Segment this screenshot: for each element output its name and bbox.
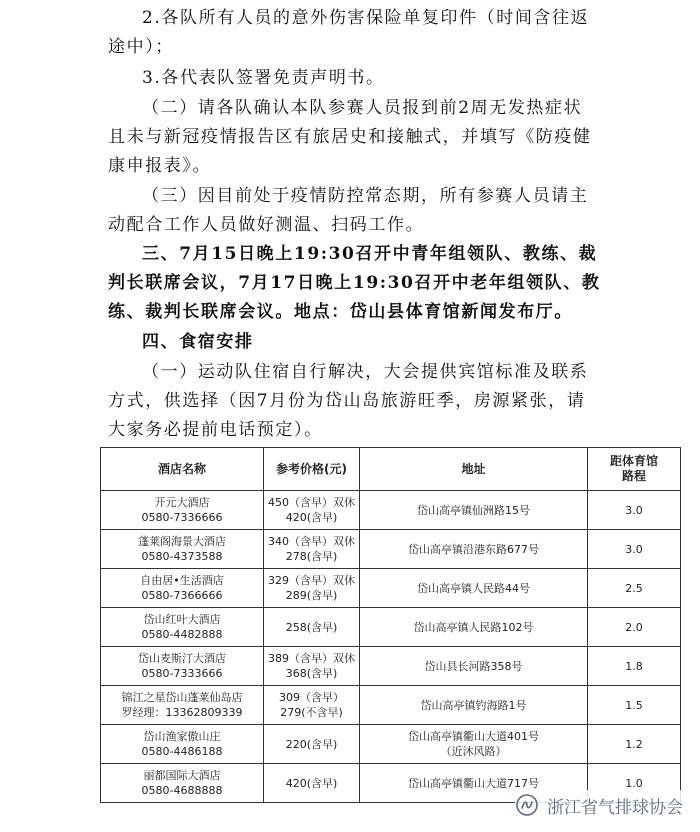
address-cell <box>360 686 588 725</box>
hotel-name-cell <box>101 569 264 608</box>
price-cell-text: 389（含早）双休 <box>268 652 355 665</box>
hotel-name-cell-text: 罗经理：13362809339 <box>121 706 243 719</box>
address-cell-text: 岱山高亭镇钓海路1号 <box>420 698 527 712</box>
address-cell-text: 岱山高亭镇沿港东路677号 <box>408 542 539 556</box>
hotel-table <box>100 447 681 803</box>
address-cell <box>360 491 588 530</box>
text-line: （一）运动队住宿自行解决，大会提供宾馆标准及联系 <box>142 362 589 382</box>
address-cell <box>360 569 588 608</box>
price-cell <box>264 725 360 764</box>
address-cell <box>360 608 588 647</box>
text-line: 三、7月15日晚上19:30召开中青年组领队、教练、裁 <box>142 244 598 264</box>
distance-cell <box>588 608 681 647</box>
hotel-name-cell <box>101 647 264 686</box>
header-address: 地址 <box>360 448 588 491</box>
address-cell-text: 岱山高亭镇仙洲路15号 <box>417 503 530 517</box>
distance-cell <box>588 569 681 608</box>
price-cell <box>264 647 360 686</box>
text-line: 康申报表》。 <box>108 156 212 176</box>
distance-cell-text: 2.5 <box>625 581 643 595</box>
hotel-name-cell-text: 丽都国际大酒店 <box>143 769 221 782</box>
distance-cell <box>588 686 681 725</box>
table-row <box>101 647 681 686</box>
paragraph-meeting <box>108 240 628 327</box>
header-hotel-name: 酒店名称 <box>101 448 264 491</box>
text-line: 四、食宿安排 <box>142 332 254 352</box>
watermark-text: 浙江省气排球协会 <box>547 797 683 818</box>
price-cell-text: 289(含早) <box>285 589 338 602</box>
table-row <box>101 608 681 647</box>
text-line: 动配合工作人员做好测温、扫码工作。 <box>108 215 425 235</box>
address-cell <box>360 530 588 569</box>
text-line: 大家务必提前电话预定）。 <box>108 420 323 440</box>
hotel-name-cell-text: 0580-4486188 <box>141 745 223 758</box>
text-line: 方式，供选择（因7月份为岱山岛旅游旺季，房源紧张，请 <box>108 391 586 411</box>
distance-cell <box>588 530 681 569</box>
distance-cell-text: 2.0 <box>625 620 643 634</box>
hotel-name-cell-text: 蓬莱阁海景大酒店 <box>138 535 226 548</box>
header-price: 参考价格(元) <box>264 448 360 491</box>
paragraph-insurance <box>108 4 628 62</box>
hotel-name-cell-text: 开元大酒店 <box>154 496 210 509</box>
hotel-name-cell <box>101 530 264 569</box>
price-cell-text: 309（含早） <box>279 691 344 704</box>
hotel-name-cell-text: 0580-7366666 <box>141 589 223 602</box>
hotel-name-cell <box>101 764 264 803</box>
price-cell <box>264 608 360 647</box>
price-cell <box>264 569 360 608</box>
distance-cell <box>588 725 681 764</box>
hotel-name-cell-text: 自由居•生活酒店 <box>140 574 224 587</box>
hotel-name-cell-text: 0580-4373588 <box>141 550 223 563</box>
price-cell <box>264 764 360 803</box>
address-cell-text: （近沐风路） <box>440 745 507 758</box>
address-cell-text: 岱山高亭镇衢山大道717号 <box>408 776 539 790</box>
price-cell-text: 278(含早) <box>285 550 338 563</box>
price-cell-text: 220(含早) <box>285 737 338 751</box>
header-distance-line: 距体育馆 <box>609 454 658 468</box>
text-line: 判长联席会议，7月17日晚上19:30召开中老年组领队、教 <box>108 273 601 293</box>
text-line: 3.各代表队签署免责声明书。 <box>142 68 385 88</box>
address-cell-text: 岱山县长河路358号 <box>424 659 523 673</box>
price-cell-text: 420(含早) <box>285 776 338 790</box>
table-row <box>101 569 681 608</box>
table-row <box>101 530 681 569</box>
distance-cell <box>588 491 681 530</box>
distance-cell-text: 1.2 <box>625 737 643 751</box>
address-cell-text: 岱山高亭镇人民路44号 <box>417 581 530 595</box>
header-distance-line: 路程 <box>621 469 646 483</box>
price-cell <box>264 530 360 569</box>
hotel-name-cell-text: 0580-7333666 <box>141 667 223 680</box>
hotel-name-cell-text: 岱山红叶大酒店 <box>143 613 221 626</box>
address-cell-text: 岱山高亭镇人民路102号 <box>413 620 534 634</box>
price-cell <box>264 686 360 725</box>
table-row <box>101 686 681 725</box>
paragraph-lodging <box>108 358 628 445</box>
hotel-name-cell <box>101 686 264 725</box>
account-watermark <box>515 790 689 820</box>
text-line: （二）请各队确认本队参赛人员报到前2周无发热症状 <box>142 98 583 118</box>
distance-cell-text: 3.0 <box>625 503 643 517</box>
text-line: 且未与新冠疫情报告区有旅居史和接触式，并填写《防疫健 <box>108 127 592 147</box>
price-cell-text: 329（含早）双休 <box>268 574 355 587</box>
price-cell <box>264 491 360 530</box>
text-line: （三）因目前处于疫情防控常态期，所有参赛人员请主 <box>142 186 589 206</box>
table-header-row <box>101 448 681 491</box>
paragraph-health-declaration <box>108 94 628 181</box>
wechat-channel-icon <box>515 793 539 817</box>
hotel-name-cell-text: 岱山渔家傲山庄 <box>143 730 221 743</box>
text-line: 途中）； <box>108 37 174 57</box>
hotel-name-cell-text: 锦江之星岱山蓬莱仙岛店 <box>121 691 243 704</box>
header-distance <box>588 448 681 491</box>
hotel-name-cell-text: 岱山麦斯汀大酒店 <box>138 652 226 665</box>
distance-cell <box>588 647 681 686</box>
distance-cell-text: 3.0 <box>625 542 643 556</box>
distance-cell-text: 1.8 <box>625 659 643 673</box>
paragraph-epidemic-control <box>108 182 628 240</box>
price-cell-text: 279(不含早) <box>280 706 343 719</box>
hotel-name-cell <box>101 725 264 764</box>
address-cell <box>360 725 588 764</box>
distance-cell-text: 1.5 <box>625 698 643 712</box>
section-heading-accommodation <box>108 328 628 357</box>
address-cell-text: 岱山高亭镇衢山大道401号 <box>408 730 539 743</box>
hotel-name-cell-text: 0580-4688888 <box>141 784 223 797</box>
text-line: 2.各队所有人员的意外伤害保险单复印件（时间含往返 <box>142 8 590 28</box>
hotel-name-cell-text: 0580-7336666 <box>141 511 223 524</box>
address-cell <box>360 647 588 686</box>
text-line: 练、裁判长联席会议。地点：岱山县体育馆新闻发布厅。 <box>108 302 573 322</box>
price-cell-text: 340（含早）双休 <box>268 535 355 548</box>
table-row <box>101 725 681 764</box>
hotel-name-cell-text: 0580-4482888 <box>141 628 223 641</box>
distance-cell-text: 1.0 <box>625 776 643 790</box>
hotel-name-cell <box>101 608 264 647</box>
price-cell-text: 450（含早）双休 <box>268 496 355 509</box>
price-cell-text: 258(含早) <box>285 620 338 634</box>
price-cell-text: 420(含早) <box>285 511 338 524</box>
price-cell-text: 368(含早) <box>285 667 338 680</box>
hotel-name-cell <box>101 491 264 530</box>
table-row <box>101 491 681 530</box>
paragraph-waiver <box>108 64 628 93</box>
